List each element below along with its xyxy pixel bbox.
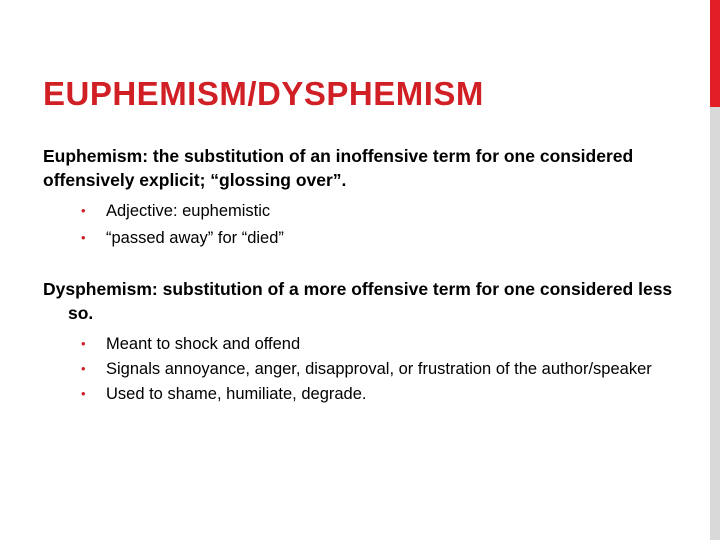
list-item xyxy=(43,358,683,380)
bullet-icon: • xyxy=(81,203,86,218)
bullet-icon: • xyxy=(81,336,86,351)
accent-bar-red-segment xyxy=(710,0,720,107)
dysphemism-bullet-list xyxy=(43,333,683,405)
list-item xyxy=(43,227,683,249)
bullet-text: Signals annoyance, anger, disapproval, or frustration of the author/speaker xyxy=(106,360,652,378)
bullet-icon: • xyxy=(81,361,86,376)
list-item xyxy=(43,200,683,222)
dysphemism-definition: Dysphemism: substitution of a more offensive term for one considered less so. xyxy=(43,279,673,323)
accent-bar-gray-segment xyxy=(710,107,720,540)
bullet-text: Used to shame, humiliate, degrade. xyxy=(106,385,367,403)
bullet-icon: • xyxy=(81,230,86,245)
bullet-text: “passed away” for “died” xyxy=(106,229,284,247)
section-spacer xyxy=(43,254,683,277)
list-item xyxy=(43,383,683,405)
slide-title: EUPHEMISM/DYSPHEMISM xyxy=(43,75,484,112)
slide-accent-bar xyxy=(710,0,720,540)
slide-body xyxy=(43,144,683,408)
euphemism-definition: Euphemism: the substitution of an inoffensive term for one considered offensively explicit; “glossing over”. xyxy=(43,146,634,190)
bullet-icon: • xyxy=(81,386,86,401)
list-item xyxy=(43,333,683,355)
euphemism-bullet-list xyxy=(43,200,683,249)
bullet-text: Adjective: euphemistic xyxy=(106,202,271,220)
bullet-text: Meant to shock and offend xyxy=(106,335,301,353)
